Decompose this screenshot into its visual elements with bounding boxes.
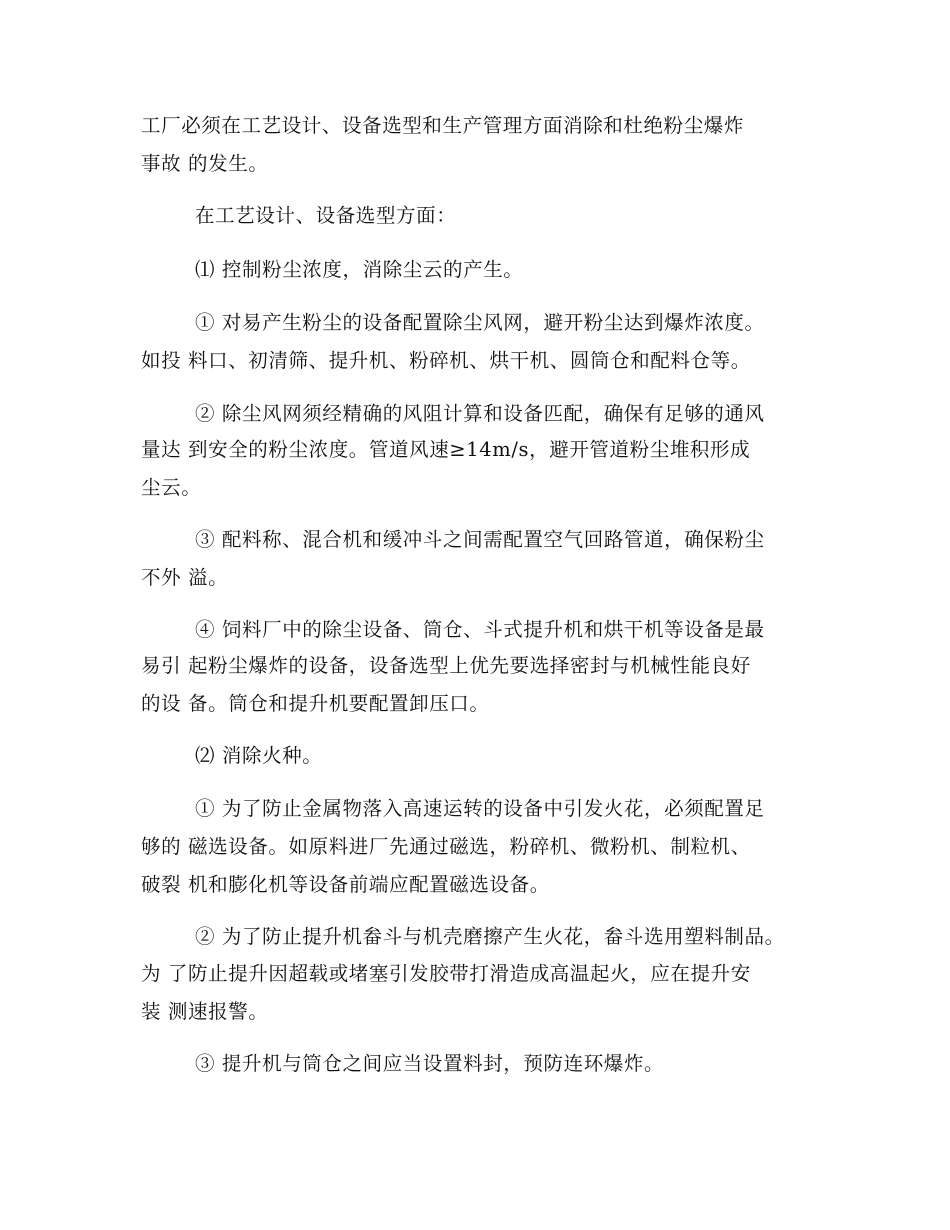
text-line: 装 测速报警。: [141, 1000, 269, 1023]
text-line: 易引 起粉尘爆炸的设备，设备选型上优先要选择密封与机械性能良好: [141, 654, 751, 677]
text-line: 不外 溢。: [141, 566, 229, 589]
text-line: ⑵ 消除火种。: [195, 744, 323, 767]
text-line: 够的 磁选设备。如原料进厂先通过磁选，粉碎机、微粉机、制粒机、: [141, 835, 751, 858]
text-line: ③ 提升机与筒仓之间应当设置料封，预防连环爆炸。: [195, 1052, 665, 1075]
text-line: 破裂 机和膨化机等设备前端应配置磁选设备。: [141, 873, 550, 896]
text-line: ① 为了防止金属物落入高速运转的设备中引发火花，必须配置足: [195, 797, 765, 820]
text-line: 事故 的发生。: [141, 152, 269, 175]
text-line: ④ 饲料厂中的除尘设备、筒仓、斗式提升机和烘干机等设备是最: [195, 618, 765, 641]
text-line: 尘云。: [141, 476, 202, 499]
text-line: 的设 备。筒仓和提升机要配置卸压口。: [141, 692, 490, 715]
text-line: 在工艺设计、设备选型方面：: [195, 204, 457, 227]
text-line: ② 除尘风网须经精确的风阻计算和设备匹配，确保有足够的通风: [195, 402, 765, 425]
text-line: 如投 料口、初清筛、提升机、粉碎机、烘干机、圆筒仓和配料仓等。: [141, 349, 751, 372]
text-line: ② 为了防止提升机畚斗与机壳磨擦产生火花，畚斗选用塑料制品。: [195, 925, 785, 948]
text-line: ⑴ 控制粉尘浓度，消除尘云的产生。: [195, 258, 524, 281]
text-line: ① 对易产生粉尘的设备配置除尘风网，避开粉尘达到爆炸浓度。: [195, 311, 765, 334]
text-line: ③ 配料称、混合机和缓冲斗之间需配置空气回路管道，确保粉尘: [195, 528, 765, 551]
text-line: 量达 到安全的粉尘浓度。管道风速≥14m/s，避开管道粉尘堆积形成: [141, 438, 751, 461]
text-line: 为 了防止提升因超载或堵塞引发胶带打滑造成高温起火，应在提升安: [141, 962, 751, 985]
text-line: 工厂必须在工艺设计、设备选型和生产管理方面消除和杜绝粉尘爆炸: [141, 114, 745, 137]
